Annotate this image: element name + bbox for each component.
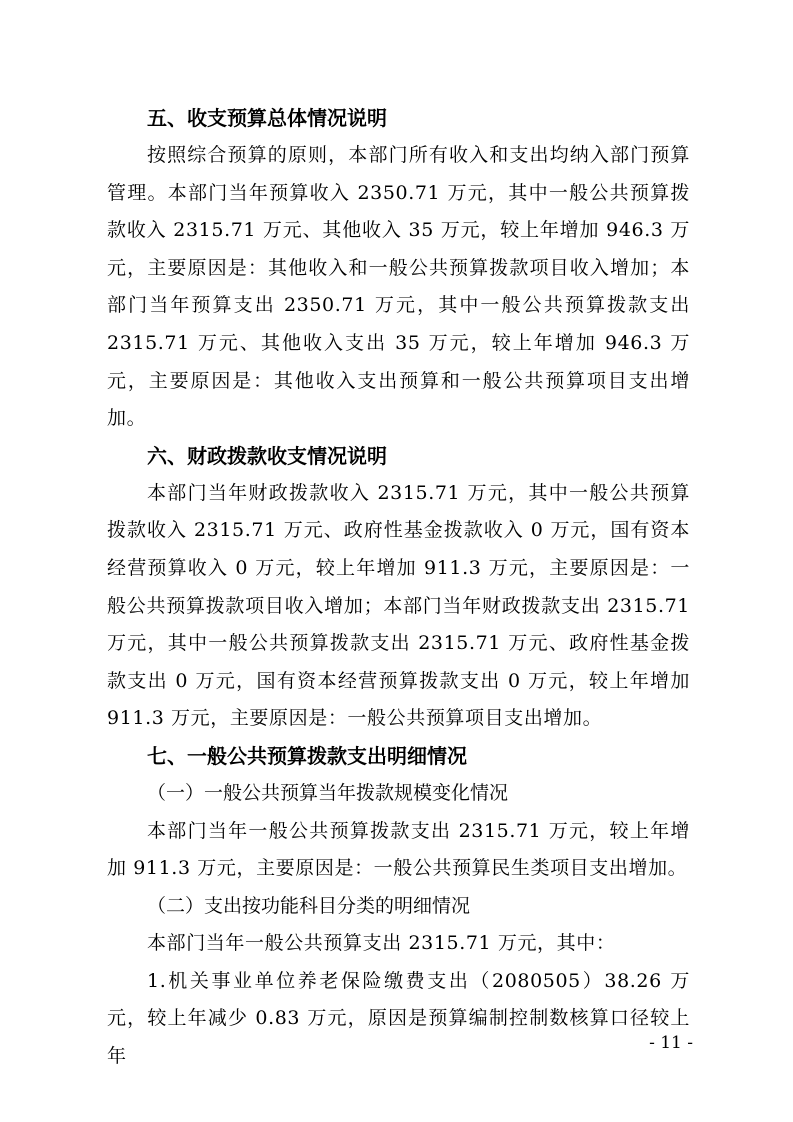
- section-heading-6: 六、财政拨款收支情况说明: [147, 443, 387, 468]
- section-heading-5: 五、收支预算总体情况说明: [147, 106, 387, 130]
- subheading-2: （二）支出按功能科目分类的明细情况: [147, 894, 471, 917]
- document-page: [107, 100, 690, 1076]
- section-7-paragraph-3: 1.机关事业单位养老保险缴费支出（2080505）38.26 万元，较上年减少 0.83 万元，原因是预算编制控制数核算口径较上年: [107, 969, 690, 1068]
- section-7-paragraph-1: 本部门当年一般公共预算拨款支出 2315.71 万元，较上年增加 911.3 万元，主要原因是：一般公共预算民生类项目支出增加。: [107, 819, 690, 880]
- subheading-1: （一）一般公共预算当年拨款规模变化情况: [147, 781, 509, 804]
- section-6-paragraph: 本部门当年财政拨款收入 2315.71 万元，其中一般公共预算拨款收入 2315.71 万元、政府性基金拨款收入 0 万元，国有资本经营预算收入 0 万元，较上年增加 911.3 万元，主要原因是：一般公共预算拨款项目收入增加；本部门当年财政拨款支出 2315.71 万元，其中一般公共预算拨款支出 2315.71 万元、政府性基金拨款支出 0 万元，国有资本经营预算拨款支出 0 万元，较上年增加 911.3 万元，主要原因是：一般公共预算项目支出增加。: [107, 481, 690, 730]
- section-5-paragraph: 按照综合预算的原则，本部门所有收入和支出均纳入部门预算管理。本部门当年预算收入 2350.71 万元，其中一般公共预算拨款收入 2315.71 万元、其他收入 35 万元，较上年增加 946.3 万元，主要原因是：其他收入和一般公共预算拨款项目收入增加；本部门当年预算支出 2350.71 万元，其中一般公共预算拨款支出 2315.71 万元、其他收入支出 35 万元，较上年增加 946.3 万元，主要原因是：其他收入支出预算和一般公共预算项目支出增加。: [107, 144, 690, 430]
- page-number: - 11 -: [649, 1033, 693, 1053]
- section-heading-7: 七、一般公共预算拨款支出明细情况: [147, 743, 467, 768]
- section-7-paragraph-2: 本部门当年一般公共预算支出 2315.71 万元，其中：: [147, 932, 616, 955]
